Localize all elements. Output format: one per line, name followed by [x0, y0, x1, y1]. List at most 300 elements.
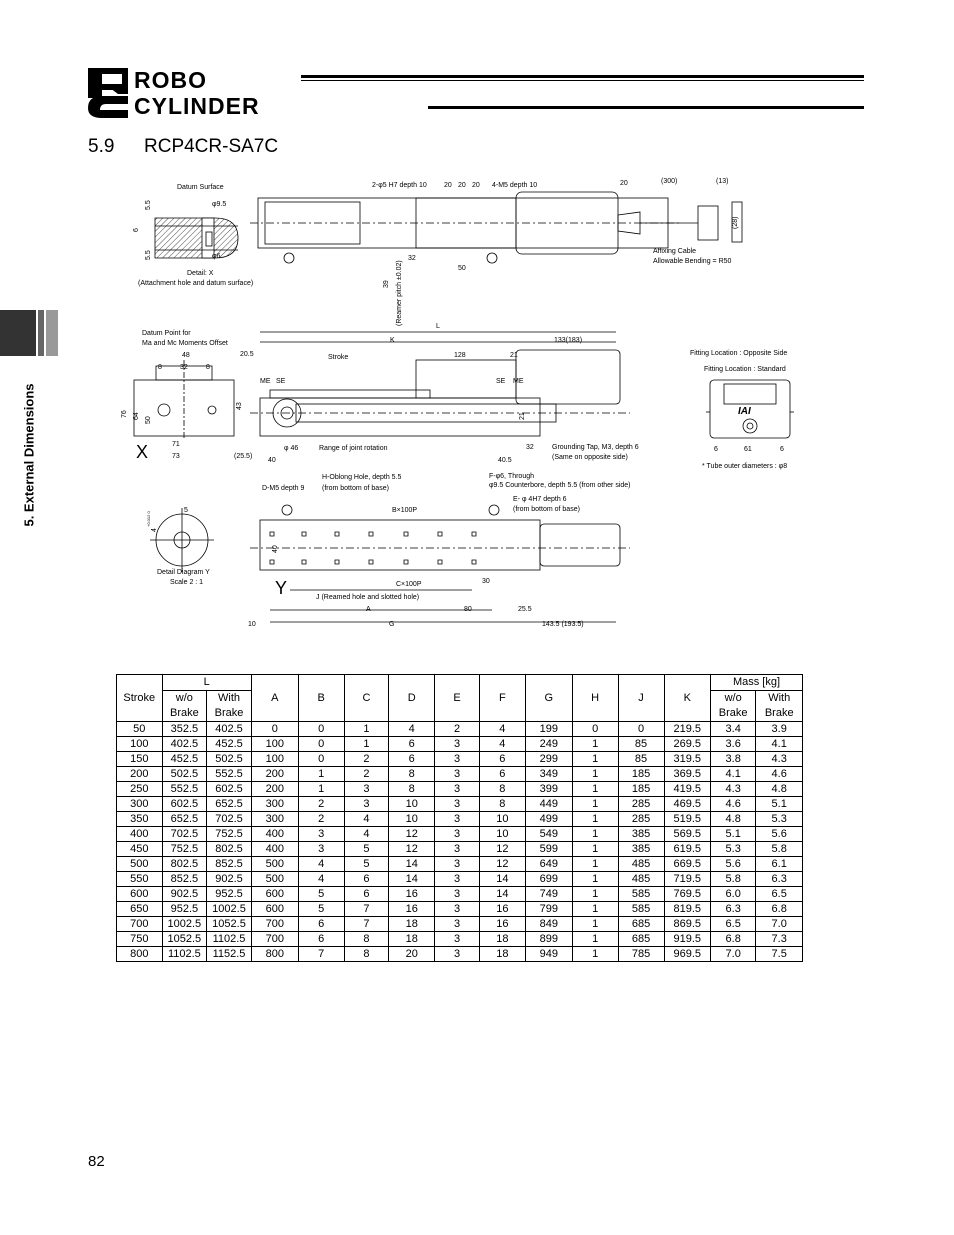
label-d40-5: 40.5	[498, 457, 512, 464]
label-d300: (300)	[661, 178, 678, 185]
label-j-reamed: J (Reamed hole and slotted hole)	[316, 594, 420, 601]
table-cell: 300	[251, 797, 298, 812]
table-cell: 4.3	[756, 752, 803, 767]
table-cell: 185	[618, 767, 664, 782]
table-cell: 6.8	[710, 932, 755, 947]
table-cell: 8	[479, 797, 525, 812]
label-d32b: 32	[180, 364, 188, 371]
table-cell: 502.5	[207, 752, 252, 767]
table-cell: 1	[572, 887, 618, 902]
label-d20d: 20	[620, 180, 628, 187]
section-number: 5.9	[88, 136, 115, 157]
table-cell: 402.5	[162, 737, 207, 752]
table-cell: 552.5	[207, 767, 252, 782]
table-cell: 3	[435, 782, 480, 797]
table-cell: 600	[251, 887, 298, 902]
table-cell: 50	[117, 722, 163, 737]
table-cell: 6	[298, 932, 344, 947]
table-cell: 602.5	[162, 797, 207, 812]
table-cell: 3	[435, 767, 480, 782]
label-tube-note: * Tube outer diameters : φ8	[702, 463, 788, 470]
section-title	[88, 136, 278, 158]
table-cell: 4	[298, 872, 344, 887]
th-B: B	[298, 675, 344, 722]
table-cell: 585	[618, 887, 664, 902]
table-cell: 1	[572, 737, 618, 752]
table-cell: 1	[344, 737, 389, 752]
table-row	[117, 767, 803, 782]
table-cell: 550	[117, 872, 163, 887]
table-cell: 1002.5	[162, 917, 207, 932]
label-fit-opposite: Fitting Location : Opposite Side	[690, 350, 788, 357]
label-dim-6: 6	[133, 228, 140, 232]
label-d80: 80	[464, 606, 472, 613]
table-cell: 450	[117, 842, 163, 857]
table-cell: 7	[344, 902, 389, 917]
table-cell: 200	[251, 782, 298, 797]
table-cell: 0	[618, 722, 664, 737]
label-from-bottom2: (from bottom of base)	[513, 506, 580, 513]
table-cell: 599	[525, 842, 572, 857]
table-cell: 485	[618, 872, 664, 887]
label-d40b: 40	[272, 545, 279, 553]
table-cell: 752.5	[162, 842, 207, 857]
table-cell: 10	[389, 797, 435, 812]
table-cell: 6.0	[710, 887, 755, 902]
table-cell: 8	[389, 782, 435, 797]
th-L-wo-brake: w/o Brake	[162, 691, 207, 722]
table-cell: 0	[298, 737, 344, 752]
table-cell: 3	[435, 917, 480, 932]
table-cell: 4.6	[710, 797, 755, 812]
table-cell: 3	[435, 947, 480, 962]
table-cell: 819.5	[664, 902, 710, 917]
table-row	[117, 797, 803, 812]
table-cell: 952.5	[162, 902, 207, 917]
table-row	[117, 917, 803, 932]
table-cell: 750	[117, 932, 163, 947]
label-counterbore: φ9.5 Counterbore, depth 5.5 (from other side)	[489, 482, 631, 489]
table-cell: 3	[298, 827, 344, 842]
table-row	[117, 812, 803, 827]
table-cell: 8	[479, 782, 525, 797]
table-cell: 100	[251, 752, 298, 767]
label-datum-surface: Datum Surface	[177, 184, 224, 191]
table-cell: 952.5	[207, 887, 252, 902]
table-cell: 100	[117, 737, 163, 752]
table-cell: 8	[389, 767, 435, 782]
th-F: F	[479, 675, 525, 722]
table-cell: 569.5	[664, 827, 710, 842]
table-cell: 1	[572, 752, 618, 767]
table-cell: 250	[117, 782, 163, 797]
table-cell: 400	[251, 842, 298, 857]
side-tab-label	[14, 370, 44, 540]
label-datum-point: Datum Point for	[142, 330, 191, 337]
table-cell: 969.5	[664, 947, 710, 962]
table-cell: 14	[389, 872, 435, 887]
table-cell: 0	[298, 752, 344, 767]
table-cell: 6.3	[756, 872, 803, 887]
table-cell: 1	[298, 767, 344, 782]
table-cell: 785	[618, 947, 664, 962]
table-cell: 1	[572, 767, 618, 782]
table-cell: 20	[389, 947, 435, 962]
table-cell: 4.3	[710, 782, 755, 797]
label-d48: 48	[182, 352, 190, 359]
table-cell: 7	[344, 917, 389, 932]
table-cell: 7.0	[756, 917, 803, 932]
label-reamer-pitch: (Reamer pitch ±0.02)	[396, 260, 403, 326]
label-K: K	[390, 337, 395, 344]
table-cell: 1	[572, 917, 618, 932]
table-cell: 5	[344, 842, 389, 857]
label-d46: φ 46	[284, 445, 299, 452]
table-cell: 3	[344, 797, 389, 812]
label-d20b: 20	[458, 182, 466, 189]
label-d20c: 20	[472, 182, 480, 189]
table-cell: 752.5	[207, 827, 252, 842]
label-d20a: 20	[444, 182, 452, 189]
th-G: G	[525, 675, 572, 722]
table-cell: 5.8	[756, 842, 803, 857]
label-m5-depth: 4-M5 depth 10	[492, 182, 538, 189]
dimension-drawing	[120, 170, 820, 640]
side-tab-text: 5. External Dimensions	[21, 383, 37, 527]
table-cell: 7	[298, 947, 344, 962]
th-mass-wo-brake: w/o Brake	[710, 691, 755, 722]
table-cell: 3	[435, 827, 480, 842]
table-cell: 700	[251, 917, 298, 932]
label-d6: φ6	[212, 253, 221, 260]
table-cell: 602.5	[207, 782, 252, 797]
table-cell: 5.3	[756, 812, 803, 827]
label-affixing-cable: Affixing Cable	[653, 248, 697, 255]
table-cell: 5	[344, 857, 389, 872]
label-d5: 5	[184, 507, 188, 514]
detail-x	[155, 218, 238, 258]
table-cell: 502.5	[162, 767, 207, 782]
table-cell: 3	[435, 737, 480, 752]
label-detail-x: Detail: X	[187, 270, 214, 277]
table-cell: 3.8	[710, 752, 755, 767]
table-cell: 2	[298, 797, 344, 812]
label-d128: 128	[454, 352, 466, 359]
table-cell: 1152.5	[207, 947, 252, 962]
table-cell: 1	[572, 932, 618, 947]
th-A: A	[251, 675, 298, 722]
label-d-m5: D-M5 depth 9	[262, 485, 305, 492]
label-d4: 4	[151, 528, 158, 532]
th-L-with-brake: With Brake	[207, 691, 252, 722]
table-cell: 249	[525, 737, 572, 752]
table-cell: 3	[435, 887, 480, 902]
table-cell: 4	[479, 737, 525, 752]
table-cell: 8	[344, 947, 389, 962]
table-cell: 4.1	[756, 737, 803, 752]
label-f-phi: F-φ6, Through	[489, 473, 535, 480]
label-pin-holes: 2-φ5 H7 depth 10	[372, 182, 427, 189]
table-cell: 6	[298, 917, 344, 932]
table-cell: 12	[389, 842, 435, 857]
table-cell: 6	[344, 887, 389, 902]
label-d50: 50	[458, 265, 466, 272]
label-d6a: 6	[714, 446, 718, 453]
table-cell: 1	[572, 857, 618, 872]
side-view	[250, 350, 630, 436]
table-cell: 10	[479, 812, 525, 827]
table-cell: 2	[344, 767, 389, 782]
th-stroke: Stroke	[117, 675, 163, 722]
label-dim-5-5b: 5.5	[145, 250, 152, 260]
table-cell: 0	[298, 722, 344, 737]
table-row	[117, 752, 803, 767]
table-cell: 902.5	[207, 872, 252, 887]
table-cell: 1	[572, 797, 618, 812]
label-b100p: B×100P	[392, 507, 418, 514]
table-cell: 869.5	[664, 917, 710, 932]
label-d50b: 50	[145, 416, 152, 424]
label-c100p: C×100P	[396, 581, 422, 588]
table-cell: 419.5	[664, 782, 710, 797]
table-row	[117, 782, 803, 797]
logo-line1: ROBO	[134, 68, 207, 93]
table-cell: 18	[479, 932, 525, 947]
label-tol: +0.012 0	[146, 511, 151, 527]
table-cell: 902.5	[162, 887, 207, 902]
table-cell: 469.5	[664, 797, 710, 812]
table-cell: 899	[525, 932, 572, 947]
label-d8a: 8	[158, 364, 162, 371]
table-cell: 452.5	[207, 737, 252, 752]
table-cell: 769.5	[664, 887, 710, 902]
table-cell: 5.6	[756, 827, 803, 842]
label-d10: 10	[248, 621, 256, 628]
label-dim-5-5: 5.5	[145, 200, 152, 210]
table-cell: 3.9	[756, 722, 803, 737]
table-cell: 6.5	[756, 887, 803, 902]
header-rule-top	[301, 75, 864, 78]
table-cell: 100	[251, 737, 298, 752]
table-cell: 1	[572, 812, 618, 827]
table-cell: 4	[389, 722, 435, 737]
table-cell: 14	[479, 872, 525, 887]
table-cell: 1002.5	[207, 902, 252, 917]
label-moments-offset: Ma and Mc Moments Offset	[142, 340, 228, 347]
label-me1: ME	[260, 378, 271, 385]
table-cell: 6	[479, 767, 525, 782]
table-cell: 185	[618, 782, 664, 797]
table-cell: 452.5	[162, 752, 207, 767]
table-cell: 12	[479, 857, 525, 872]
table-cell: 802.5	[207, 842, 252, 857]
label-scale: Scale 2 : 1	[170, 579, 204, 586]
table-cell: 849	[525, 917, 572, 932]
table-cell: 700	[117, 917, 163, 932]
table-cell: 3	[435, 932, 480, 947]
label-d71: 71	[172, 441, 180, 448]
table-cell: 385	[618, 842, 664, 857]
table-cell: 3	[435, 902, 480, 917]
logo-line2: CYLINDER	[134, 93, 260, 118]
table-cell: 1102.5	[162, 947, 207, 962]
table-cell: 1	[298, 782, 344, 797]
table-cell: 3	[435, 872, 480, 887]
th-H: H	[572, 675, 618, 722]
table-cell: 852.5	[207, 857, 252, 872]
table-cell: 649	[525, 857, 572, 872]
table-cell: 719.5	[664, 872, 710, 887]
label-d9-5: φ9.5	[212, 201, 227, 208]
table-cell: 3	[435, 812, 480, 827]
table-cell: 300	[251, 812, 298, 827]
table-cell: 150	[117, 752, 163, 767]
table-cell: 299	[525, 752, 572, 767]
table-cell: 700	[251, 932, 298, 947]
th-L: L	[162, 675, 251, 691]
label-se1: SE	[276, 378, 286, 385]
table-cell: 300	[117, 797, 163, 812]
label-stroke: Stroke	[328, 354, 349, 361]
label-d21: 21	[510, 352, 518, 359]
label-d73: 73	[172, 453, 180, 460]
table-cell: 4.8	[710, 812, 755, 827]
th-C: C	[344, 675, 389, 722]
table-cell: 285	[618, 812, 664, 827]
table-cell: 3	[435, 857, 480, 872]
table-cell: 2	[344, 752, 389, 767]
table-cell: 2	[298, 812, 344, 827]
table-cell: 1052.5	[162, 932, 207, 947]
table-cell: 552.5	[162, 782, 207, 797]
label-d25-5: (25.5)	[234, 453, 253, 460]
table-cell: 369.5	[664, 767, 710, 782]
table-cell: 449	[525, 797, 572, 812]
table-cell: 285	[618, 797, 664, 812]
table-cell: 0	[572, 722, 618, 737]
table-cell: 799	[525, 902, 572, 917]
bottom-view	[250, 505, 630, 570]
th-D: D	[389, 675, 435, 722]
table-row	[117, 947, 803, 962]
table-cell: 4	[344, 812, 389, 827]
table-cell: 6	[389, 752, 435, 767]
table-cell: 6	[344, 872, 389, 887]
table-cell: 85	[618, 737, 664, 752]
table-cell: 3.6	[710, 737, 755, 752]
table-cell: 349	[525, 767, 572, 782]
table-cell: 919.5	[664, 932, 710, 947]
table-cell: 8	[344, 932, 389, 947]
side-tab-block	[0, 310, 58, 356]
table-cell: 4	[298, 857, 344, 872]
table-cell: 800	[117, 947, 163, 962]
label-from-bottom: (from bottom of base)	[322, 485, 389, 492]
table-cell: 10	[389, 812, 435, 827]
label-fit-standard: Fitting Location : Standard	[704, 366, 786, 373]
page-number: 82	[88, 1153, 105, 1170]
table-cell: 1102.5	[207, 932, 252, 947]
label-h-oblong: H-Oblong Hole, depth 5.5	[322, 474, 402, 481]
table-row	[117, 902, 803, 917]
table-cell: 18	[389, 917, 435, 932]
label-d32: 32	[408, 255, 416, 262]
label-detail-y: Detail Diagram Y	[157, 569, 210, 576]
table-cell: 4.6	[756, 767, 803, 782]
label-me2: ME	[513, 378, 524, 385]
label-bending: Allowable Bending = R50	[653, 258, 732, 265]
table-cell: 4.1	[710, 767, 755, 782]
table-cell: 7.0	[710, 947, 755, 962]
table-cell: 5.6	[710, 857, 755, 872]
table-cell: 1	[572, 902, 618, 917]
table-cell: 350	[117, 812, 163, 827]
table-cell: 600	[117, 887, 163, 902]
label-d13: (13)	[716, 178, 729, 185]
table-cell: 1	[572, 827, 618, 842]
label-x-mark: X	[136, 442, 149, 462]
table-cell: 685	[618, 917, 664, 932]
table-cell: 402.5	[207, 722, 252, 737]
table-cell: 600	[251, 902, 298, 917]
table-cell: 585	[618, 902, 664, 917]
table-cell: 802.5	[162, 857, 207, 872]
table-cell: 702.5	[162, 827, 207, 842]
dimensions-table-body	[117, 722, 803, 962]
label-d133: 133(183)	[554, 337, 583, 344]
table-cell: 699	[525, 872, 572, 887]
header-rule-bottom	[428, 106, 864, 109]
label-G: G	[389, 621, 395, 628]
table-cell: 749	[525, 887, 572, 902]
table-cell: 200	[117, 767, 163, 782]
table-cell: 7.3	[756, 932, 803, 947]
table-cell: 1	[344, 722, 389, 737]
table-cell: 385	[618, 827, 664, 842]
table-cell: 3	[435, 842, 480, 857]
table-cell: 619.5	[664, 842, 710, 857]
table-row	[117, 842, 803, 857]
label-d25-5b: 25.5	[518, 606, 532, 613]
table-cell: 14	[389, 857, 435, 872]
label-d40: 40	[268, 457, 276, 464]
table-cell: 500	[251, 872, 298, 887]
table-cell: 16	[389, 902, 435, 917]
table-row	[117, 722, 803, 737]
label-d76: 76	[121, 410, 128, 418]
table-cell: 16	[479, 917, 525, 932]
table-cell: 199	[525, 722, 572, 737]
label-d20-5: 20.5	[240, 351, 254, 358]
table-cell: 3	[435, 752, 480, 767]
table-row	[117, 827, 803, 842]
header-rule-top-thin	[301, 80, 864, 81]
table-cell: 3	[435, 797, 480, 812]
table-cell: 852.5	[162, 872, 207, 887]
table-cell: 5.1	[756, 797, 803, 812]
table-row	[117, 932, 803, 947]
table-cell: 16	[479, 902, 525, 917]
table-cell: 5.8	[710, 872, 755, 887]
table-cell: 652.5	[162, 812, 207, 827]
label-d39: 39	[383, 280, 390, 288]
label-d6b: 6	[780, 446, 784, 453]
th-E: E	[435, 675, 480, 722]
table-cell: 2	[435, 722, 480, 737]
table-cell: 4.8	[756, 782, 803, 797]
table-cell: 5	[298, 887, 344, 902]
label-A: A	[366, 606, 371, 613]
